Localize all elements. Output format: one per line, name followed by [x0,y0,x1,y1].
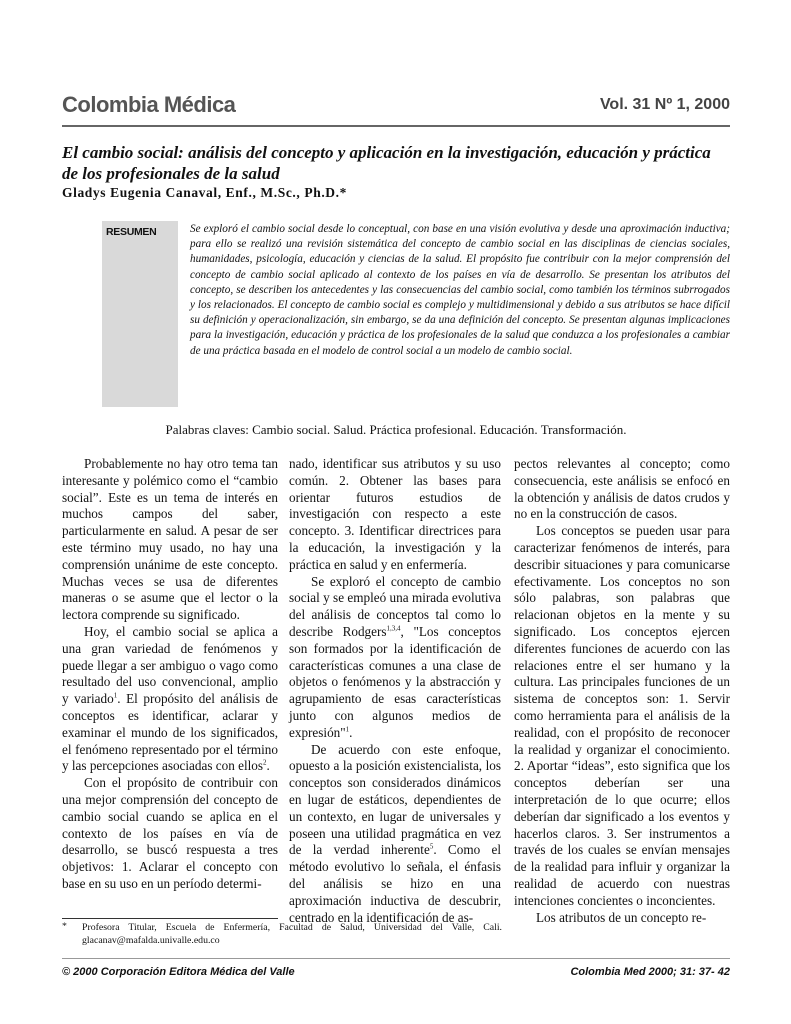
paragraph: Los conceptos se pueden usar para caracterizar fenómenos de interés, para describir situaciones y para comunicarse efectivamente. Los conceptos no son sólo palabras, son palabras que relacionan objetos en la mente y su significado. Los conceptos ejercen diferentes funciones de acuerdo con las relaciones entre el ser humano y la cultura. Las principales funciones de un sistema de conceptos son: 1. Servir como herramienta para el análisis de la realidad, con el propósito de reconocer la realidad y organizar el conocimiento. 2. Aportar “ideas”, esto significa que los conceptos deberían ser una interpretación de lo que ocurre; ellos deberían dar significado a los eventos y hacerlos claros. 3. Ser instrumentos a través de los cuales se envían mensajes de la realidad para influir y organizar la realidad de acuerdo con nuestras intenciones concientes o inconcientes. [514,523,730,908]
copyright: © 2000 Corporación Editora Médica del Valle [62,966,295,978]
paragraph: pectos relevantes al concepto; como consecuencia, este análisis se enfocó en la obtención y análisis de datos crudos y no en la construcción de casos. [514,456,730,522]
paragraph: Hoy, el cambio social se aplica a una gran variedad de fenómenos y puede llegar a ser ambiguo o vago como resultado del uso convencional, amplio y variado$^1$. El propósito del análisis de conceptos es identificar, aclarar y examinar el mundo de los significados, el fenómeno representado por el término y las percepciones asociadas con ellos$^2$. [62,623,279,774]
journal-name: Colombia Médica [62,92,236,117]
volume-info: Vol. 31 Nº 1, 2000 [599,96,730,113]
article-author: Gladys Eugenia Canaval, Enf., M.Sc., Ph.D.* [62,185,347,200]
paragraph: Los atributos de un concepto re- [536,909,707,925]
paragraph: Con el propósito de contribuir con una mejor comprensión del concepto de cambio social cuando se aplica en el contexto de los países en vía de desarrollo, se buscó respuesta a tres objetivos: 1. Aclarar el concepto con base en su uso en un período determi- [62,775,278,891]
paragraph: De acuerdo con este enfoque, opuesto a la posición existencialista, los conceptos son considerados dinámicos en lugar de estáticos, dependientes de un contexto, en lugar de universales y poseen una utilidad pragmática en vez de la verdad inherente$^5$. Como el método evolutivo lo señala, el énfasis del análisis se hizo en una aproximación inductiva de descubrir, centrado en la identificación de as- [289,741,501,925]
abstract-text: Se exploró el cambio social desde lo conceptual, con base en una visión evolutiva y desde una aproximación inductiva; para ello se realizó una revisión sistemática del concepto de cambio social en las disciplinas de ciencias sociales, humanidades, psicología, educación y ciencias de la salud. El propósito fue contribuir con la mejor comprensión del concepto de cambio social aplicado al contexto de los países en vía de desarrollo. Se presentan los atributos del concepto, se describen los antecedentes y las consecuencias del cambio social, como también los términos subrrogados y los relacionados. El concepto de cambio social es complejo y multidimensional y debido a sus atributos se hace difícil su definición y operacionalización, sin embargo, se da una definición del concepto. Se presentan algunas implicaciones para la investigación, educación y práctica de los profesionales de la salud que conduzca a los profesionales a cambiar de una práctica basada en el modelo de control social a un modelo de cambio social. [190,223,730,357]
citation: Colombia Med 2000; 31: 37- 42 [570,966,730,978]
footnote-text: Profesora Titular, Escuela de Enfermería, Facultad de Salud, Universidad del Valle, Cali. glacanav@mafalda.univalle.edu.co [82,922,502,946]
footnote-rule [62,918,278,919]
body-column-1 [62,456,278,893]
abstract-label: RESUMEN [106,226,157,238]
footnote-mark: * [62,921,67,932]
paragraph: nado, identificar sus atributos y su uso común. 2. Obtener las bases para orientar futuros estudios de investigación con respecto a este concepto. 3. Identificar directrices para la educación, la investigación y la práctica en salud y en enfermería. [289,456,501,572]
footer-rule [62,958,730,959]
article-title: El cambio social: análisis del concepto y aplicación en la investigación, educación y práctica de los profesionales de la salud [62,143,711,183]
paragraph: Se exploró el concepto de cambio social y se empleó una mirada evolutiva del análisis de conceptos tal como lo describe Rodgers$^{1,3,4}$, "Los conceptos son formados por la identificación de características comunes a una clase de objetos o fenómenos y la abstracción y agrupamiento de esas características junto con algunos medios de expresión"$^1$. [289,573,501,740]
abstract-label-box [102,221,178,407]
paragraph: Probablemente no hay otro tema tan interesante y polémico como el “cambio social”. Este es un tema de interés en muchos campos del saber, particularmente en salud. A pesar de ser este término muy usado, no hay una comprensión unánime de este concepto. Muchas veces se usa de diferentes maneras o se asume que el lector o la lectora comprende su significado. [62,456,278,623]
header-rule [62,125,730,127]
keywords: Palabras claves: Cambio social. Salud. Práctica profesional. Educación. Transformación. [165,422,627,437]
body-column-3 [514,456,730,926]
body-column-2 [289,456,501,926]
